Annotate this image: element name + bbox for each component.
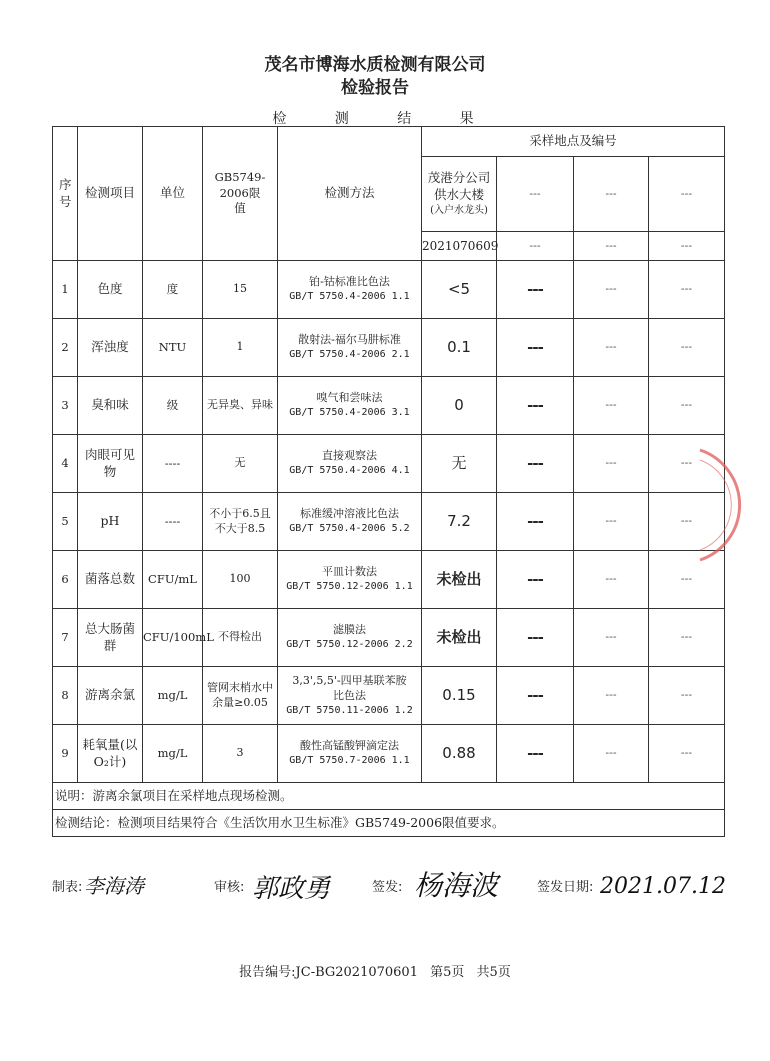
header-method: 检测方法 xyxy=(278,127,422,261)
row-limit: 100 xyxy=(203,551,278,609)
row-unit: mg/L xyxy=(143,667,203,725)
row-result-4: --- xyxy=(649,319,725,377)
reviewed-signature: 郭政勇 xyxy=(252,874,331,904)
table-row xyxy=(53,493,725,551)
row-no: 6 xyxy=(53,551,78,609)
header-seq: 序号 xyxy=(53,127,78,261)
table-row xyxy=(53,377,725,435)
conclusion-text: 检测结论：检测项目结果符合《生活饮用水卫生标准》GB5749-2006限值要求。 xyxy=(53,810,725,837)
row-result-4: --- xyxy=(649,493,725,551)
row-result-4: --- xyxy=(649,551,725,609)
row-item: 菌落总数 xyxy=(78,551,143,609)
row-result-2: --- xyxy=(497,551,574,609)
row-result-2: --- xyxy=(497,319,574,377)
table-row xyxy=(53,725,725,783)
row-limit: 管网末梢水中余量≥0.05 xyxy=(203,667,278,725)
row-limit: 15 xyxy=(203,261,278,319)
sample-id-4: --- xyxy=(649,232,725,261)
row-unit: mg/L xyxy=(143,725,203,783)
row-method: 3,3',5,5'-四甲基联苯胺比色法 GB/T 5750.11-2006 1.2 xyxy=(278,667,422,725)
row-item: 耗氧量(以O₂计) xyxy=(78,725,143,783)
row-unit: 级 xyxy=(143,377,203,435)
row-result-3: --- xyxy=(574,435,649,493)
sample-id-2: --- xyxy=(497,232,574,261)
row-limit: 无 xyxy=(203,435,278,493)
row-result-3: --- xyxy=(574,551,649,609)
row-result-2: --- xyxy=(497,261,574,319)
row-result-4: --- xyxy=(649,377,725,435)
prepared-signature: 李海涛 xyxy=(84,874,144,898)
row-result-3: --- xyxy=(574,261,649,319)
row-result-4: --- xyxy=(649,261,725,319)
row-unit: CFU/mL xyxy=(143,551,203,609)
row-result: 未检出 xyxy=(422,609,497,667)
row-result-2: --- xyxy=(497,725,574,783)
row-method: 直接观察法 GB/T 5750.4-2006 4.1 xyxy=(278,435,422,493)
row-method: 嗅气和尝味法 GB/T 5750.4-2006 3.1 xyxy=(278,377,422,435)
row-limit: 无异臭、异味 xyxy=(203,377,278,435)
table-row xyxy=(53,609,725,667)
row-result-2: --- xyxy=(497,377,574,435)
reviewed-label: 审核: xyxy=(214,880,245,895)
signature-block xyxy=(52,869,726,922)
row-result: 7.2 xyxy=(422,493,497,551)
issued-signature: 杨海波 xyxy=(414,869,499,902)
report-number: 报告编号:JC-BG2021070601 xyxy=(239,965,418,980)
row-result-4: --- xyxy=(649,609,725,667)
row-result-2: --- xyxy=(497,667,574,725)
results-table xyxy=(52,126,725,837)
row-no: 9 xyxy=(53,725,78,783)
row-no: 2 xyxy=(53,319,78,377)
row-no: 1 xyxy=(53,261,78,319)
row-method: 散射法-福尔马肼标准 GB/T 5750.4-2006 2.1 xyxy=(278,319,422,377)
row-method: 铂-钴标准比色法 GB/T 5750.4-2006 1.1 xyxy=(278,261,422,319)
row-method: 滤膜法 GB/T 5750.12-2006 2.2 xyxy=(278,609,422,667)
report-title: 检验报告 xyxy=(341,78,409,98)
row-method: 平皿计数法 GB/T 5750.12-2006 1.1 xyxy=(278,551,422,609)
date-label: 签发日期: xyxy=(537,880,594,895)
page-number: 第5页 xyxy=(430,965,465,980)
row-result-3: --- xyxy=(574,319,649,377)
row-unit: NTU xyxy=(143,319,203,377)
note-text: 说明：游离余氯项目在采样地点现场检测。 xyxy=(53,783,725,810)
sample-location-1-sub: (入户水龙头) xyxy=(430,205,488,217)
row-result-3: --- xyxy=(574,725,649,783)
row-item: 色度 xyxy=(78,261,143,319)
row-item: pH xyxy=(78,493,143,551)
row-item: 总大肠菌群 xyxy=(78,609,143,667)
row-limit: 不得检出 xyxy=(203,609,278,667)
prepared-label: 制表: xyxy=(52,880,83,895)
row-no: 4 xyxy=(53,435,78,493)
row-item: 肉眼可见物 xyxy=(78,435,143,493)
row-result: 0.15 xyxy=(422,667,497,725)
sample-location-1: 茂港分公司供水大楼 (入户水龙头) xyxy=(422,157,497,232)
row-limit: 1 xyxy=(203,319,278,377)
row-unit: ---- xyxy=(143,493,203,551)
row-result-4: --- xyxy=(649,435,725,493)
row-result-3: --- xyxy=(574,609,649,667)
header-sampling: 采样地点及编号 xyxy=(422,127,725,157)
sample-location-3: --- xyxy=(574,157,649,232)
row-result: 0.88 xyxy=(422,725,497,783)
row-result-3: --- xyxy=(574,377,649,435)
row-result-4: --- xyxy=(649,725,725,783)
row-result-2: --- xyxy=(497,609,574,667)
official-seal xyxy=(640,440,770,570)
row-item: 浑浊度 xyxy=(78,319,143,377)
table-row xyxy=(53,551,725,609)
table-row xyxy=(53,667,725,725)
row-result: 0.1 xyxy=(422,319,497,377)
row-item: 游离余氯 xyxy=(78,667,143,725)
row-result: <5 xyxy=(422,261,497,319)
sample-id-3: --- xyxy=(574,232,649,261)
company-name: 茂名市博海水质检测有限公司 xyxy=(264,55,486,75)
section-title: 检 测 结 果 xyxy=(272,111,496,127)
row-method: 标准缓冲溶液比色法 GB/T 5750.4-2006 5.2 xyxy=(278,493,422,551)
date-value: 2021.07.12 xyxy=(600,874,726,899)
row-result-2: --- xyxy=(497,493,574,551)
header-unit: 单位 xyxy=(143,127,203,261)
row-result-3: --- xyxy=(574,667,649,725)
row-unit: ---- xyxy=(143,435,203,493)
row-result-4: --- xyxy=(649,667,725,725)
row-limit: 3 xyxy=(203,725,278,783)
row-result: 无 xyxy=(422,435,497,493)
row-result: 未检出 xyxy=(422,551,497,609)
row-no: 3 xyxy=(53,377,78,435)
page-total: 共5页 xyxy=(476,965,511,980)
row-limit: 不小于6.5且不大于8.5 xyxy=(203,493,278,551)
table-row xyxy=(53,319,725,377)
row-no: 7 xyxy=(53,609,78,667)
row-no: 8 xyxy=(53,667,78,725)
header-limit: GB5749-2006限值 xyxy=(203,127,278,261)
row-result-2: --- xyxy=(497,435,574,493)
header-item: 检测项目 xyxy=(78,127,143,261)
row-method: 酸性高锰酸钾滴定法 GB/T 5750.7-2006 1.1 xyxy=(278,725,422,783)
row-result-3: --- xyxy=(574,493,649,551)
sample-location-4: --- xyxy=(649,157,725,232)
sample-location-2: --- xyxy=(497,157,574,232)
issued-label: 签发: xyxy=(372,880,403,895)
row-no: 5 xyxy=(53,493,78,551)
sample-id-1: 2021070609 xyxy=(422,232,497,261)
row-unit: CFU/100mL xyxy=(143,609,203,667)
row-item: 臭和味 xyxy=(78,377,143,435)
table-row xyxy=(53,435,725,493)
footer xyxy=(0,961,750,980)
row-unit: 度 xyxy=(143,261,203,319)
table-row xyxy=(53,261,725,319)
row-result: 0 xyxy=(422,377,497,435)
